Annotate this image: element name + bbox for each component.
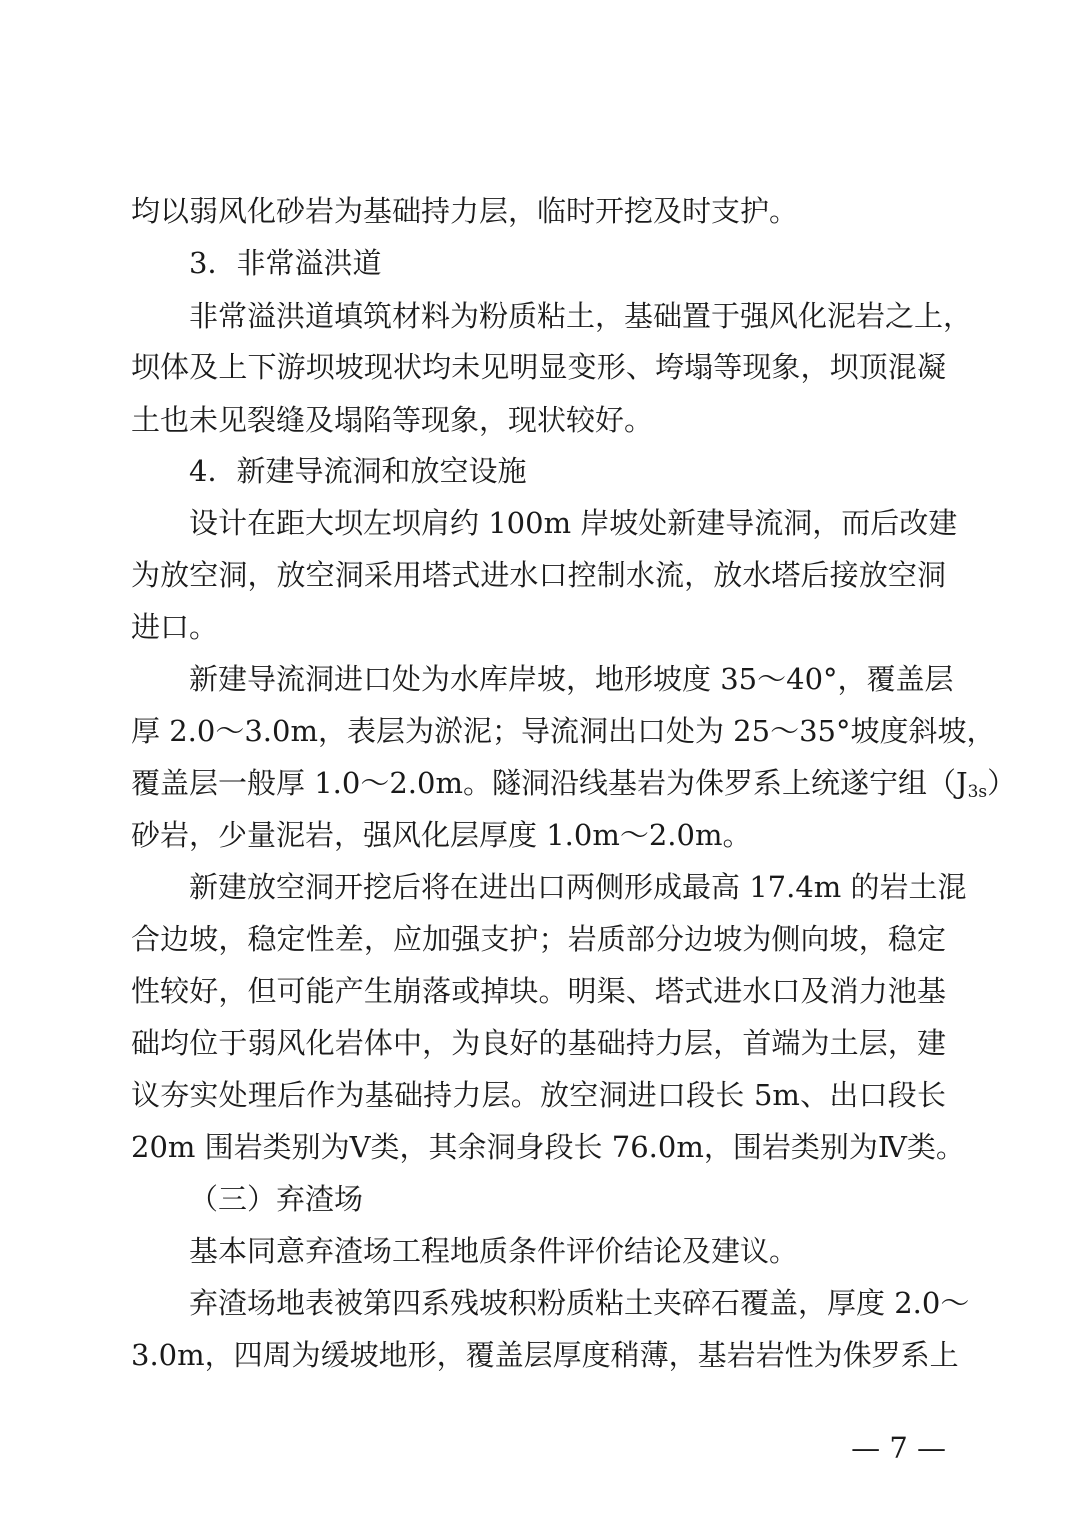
- paragraph-line: 20m 围岩类别为Ⅴ类，其余洞身段长 76.0m，围岩类别为Ⅳ类。: [131, 1130, 965, 1164]
- paragraph-line: 弃渣场地表被第四系残坡积粉质粘土夹碎石覆盖，厚度 2.0～: [189, 1286, 970, 1320]
- paragraph-line: 厚 2.0～3.0m，表层为淤泥；导流洞出口处为 25～35°坡度斜坡，: [131, 714, 996, 748]
- formula-symbol: J: [955, 766, 968, 800]
- paragraph-line: 为放空洞，放空洞采用塔式进水口控制水流，放水塔后接放空洞: [131, 558, 946, 592]
- paragraph-line: 性较好，但可能产生崩落或掉块。明渠、塔式进水口及消力池基: [131, 974, 946, 1008]
- paragraph-line: 土也未见裂缝及塌陷等现象，现状较好。: [131, 403, 654, 437]
- page-number: — 7 —: [851, 1431, 946, 1465]
- formula-subscript: 3s: [967, 782, 988, 802]
- paragraph-line: [131, 763, 1017, 803]
- paragraph-line: 砂岩，少量泥岩，强风化层厚度 1.0m～2.0m。: [131, 818, 752, 852]
- paragraph-line: 非常溢洪道填筑材料为粉质粘土，基础置于强风化泥岩之上，: [189, 299, 973, 333]
- paragraph-line: 础均位于弱风化岩体中，为良好的基础持力层，首端为土层，建: [131, 1026, 946, 1060]
- section-heading: （三）弃渣场: [189, 1182, 364, 1216]
- paragraph-line: 合边坡，稳定性差，应加强支护；岩质部分边坡为侧向坡，稳定: [131, 922, 946, 956]
- paragraph-line: 3.0m，四周为缓坡地形，覆盖层厚度稍薄，基岩岩性为侏罗系上: [131, 1338, 959, 1372]
- paragraph-line: 议夯实处理后作为基础持力层。放空洞进口段长 5m、出口段长: [131, 1078, 946, 1112]
- paragraph-line: 坝体及上下游坝坡现状均未见明显变形、垮塌等现象，坝顶混凝: [131, 350, 946, 384]
- text-run: 覆盖层一般厚 1.0～2.0m。隧洞沿线基岩为侏罗系上统遂宁组（: [131, 766, 956, 800]
- paragraph-line: 均以弱风化砂岩为基础持力层，临时开挖及时支护。: [131, 194, 799, 228]
- paragraph-line: 新建导流洞进口处为水库岸坡，地形坡度 35～40°，覆盖层: [189, 662, 954, 696]
- paragraph-line: 新建放空洞开挖后将在进出口两侧形成最高 17.4m 的岩土混: [189, 870, 967, 904]
- section-heading: 4．新建导流洞和放空设施: [189, 454, 527, 488]
- section-heading: 3．非常溢洪道: [189, 246, 382, 280]
- paragraph-line: 基本同意弃渣场工程地质条件评价结论及建议。: [189, 1234, 799, 1268]
- paragraph-line: 进口。: [131, 610, 219, 644]
- text-run: ）: [987, 766, 1017, 800]
- paragraph-line: 设计在距大坝左坝肩约 100m 岸坡处新建导流洞，而后改建: [189, 506, 958, 540]
